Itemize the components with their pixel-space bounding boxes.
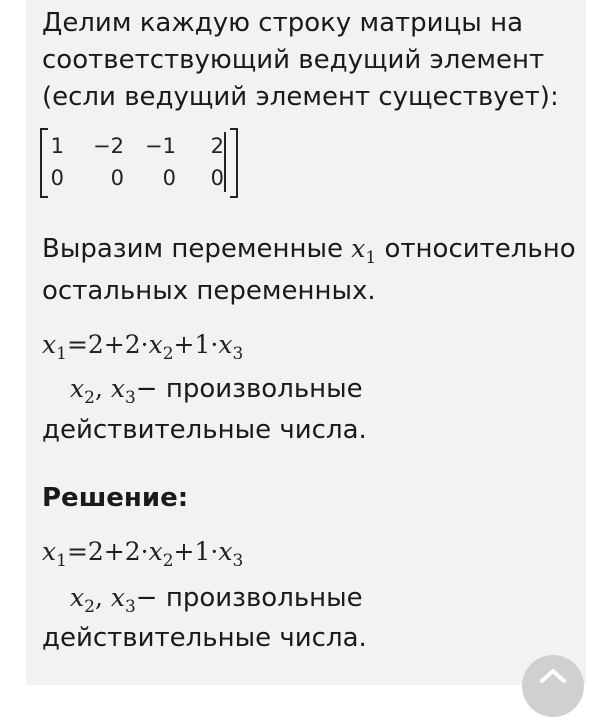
chevron-up-icon [539, 667, 567, 683]
intro-line-3: (если ведущий элемент существует): [42, 82, 559, 112]
solution-formula-x1: $x_1=2+2\cdot x_2+1\cdot x_3$ [42, 537, 244, 571]
express-text-before: Выразим переменные [42, 234, 344, 264]
solution-heading: Решение: [42, 483, 189, 513]
solution-free-vars-text: − произвольные [135, 583, 363, 613]
matrix-cell-r1c2: −2 [93, 134, 124, 158]
formula-x1: $x_1=2+2\cdot x_2+1\cdot x_3$ [42, 330, 244, 364]
matrix-cell-r1c1: 1 [50, 134, 64, 158]
scroll-to-top-button[interactable] [522, 655, 584, 717]
matrix-cell-r2c1: 0 [50, 166, 64, 190]
free-vars-line-1: $x_2$, $x_3-$ произвольные [70, 374, 363, 408]
intro-line-2: соответствующий ведущий элемент [42, 45, 545, 75]
express-text-after: относительно [384, 234, 576, 264]
augment-divider [224, 132, 226, 192]
matrix-cell-r2c2: 0 [110, 166, 124, 190]
matrix-right-bracket [230, 128, 238, 198]
express-line-1 [42, 234, 576, 268]
augmented-matrix [40, 128, 240, 198]
free-vars-line-2: действительные числа. [42, 415, 367, 445]
matrix-cell-r1c3: −1 [145, 134, 176, 158]
intro-line-1: Делим каждую строку матрицы на [42, 8, 523, 38]
express-line-2: остальных переменных. [42, 276, 376, 306]
matrix-cell-r2c3: 0 [162, 166, 176, 190]
solution-free-vars-line-2: действительные числа. [42, 623, 367, 653]
express-var: $x_1$ [351, 234, 377, 268]
matrix-cell-r2c4: 0 [210, 166, 224, 190]
solution-free-vars-line-1: $x_2$, $x_3-$ произвольные [70, 583, 363, 617]
free-vars-text: − произвольные [135, 374, 363, 404]
matrix-cell-r1c4: 2 [210, 134, 224, 158]
